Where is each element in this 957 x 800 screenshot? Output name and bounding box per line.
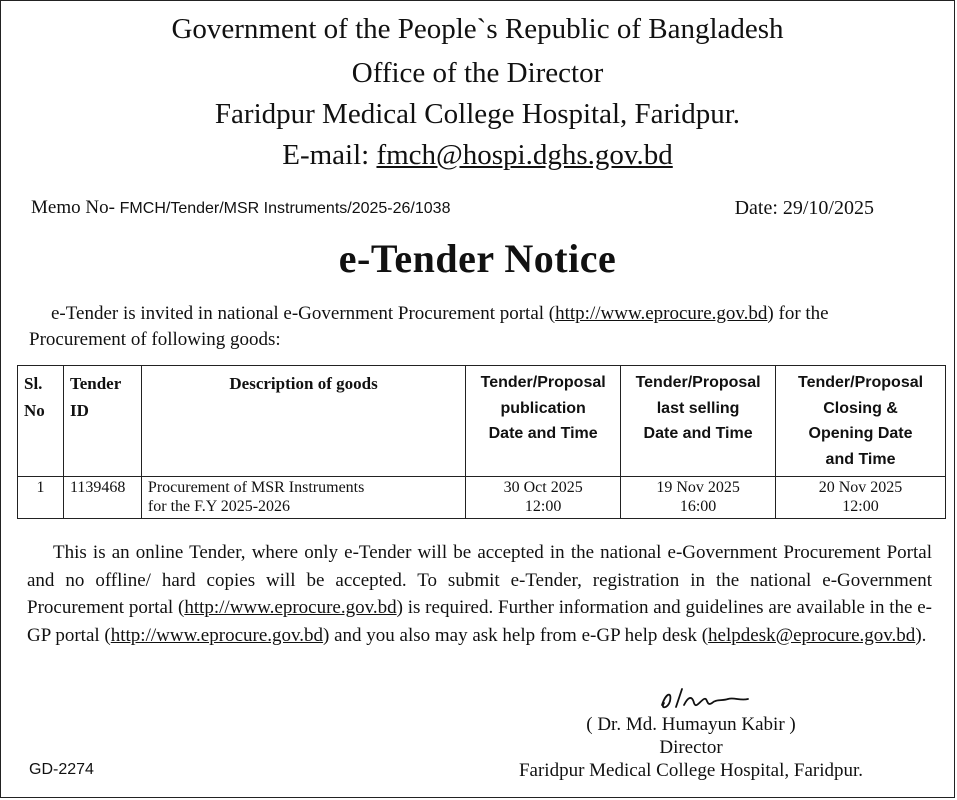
cell-tender-id: 1139468	[63, 477, 141, 519]
instructions-paragraph: This is an online Tender, where only e-Tender will be accepted in the national e-Government Procurement Portal and no offline/ hard copies will be accepted. To submit e-Tender, registration in the national e-Government Procurement portal (http://www.eprocure.gov.bd) is required. Further information and guidelines are available in the e-GP portal (http://www.eprocure.gov.bd) and you also may ask help from e-GP help desk (helpdesk@eprocure.gov.bd).	[27, 542, 932, 646]
signatory-office: Faridpur Medical College Hospital, Faridpur.	[518, 760, 864, 781]
notice-title: e-Tender Notice	[338, 236, 617, 281]
email-label: E-mail:	[282, 139, 377, 171]
cell-last-selling: 19 Nov 2025 16:00	[621, 477, 776, 519]
cell-publication: 30 Oct 2025 12:00	[466, 477, 621, 519]
notice-date: Date: 29/10/2025	[734, 197, 874, 219]
memo-number: FMCH/Tender/MSR Instruments/2025-26/1038	[119, 200, 451, 217]
col-header-publication: Tender/Proposal publication Date and Time	[466, 366, 621, 477]
col-header-description: Description of goods	[141, 366, 465, 477]
table-row	[18, 477, 946, 519]
government-name: Government of the People`s Republic of Bangladesh	[171, 13, 784, 45]
hospital-name: Faridpur Medical College Hospital, Faridpur.	[214, 98, 741, 130]
eprocure-link-2[interactable]: http://www.eprocure.gov.bd	[184, 597, 397, 618]
footer-code: GD-2274	[29, 761, 94, 778]
signatory-designation: Director	[659, 737, 723, 758]
intro-paragraph	[29, 301, 864, 352]
cell-sl: 1	[18, 477, 64, 519]
email-line	[1, 137, 954, 173]
cell-description: Procurement of MSR Instruments for the F.Y 2025-2026	[141, 477, 465, 519]
signatory-name: ( Dr. Md. Humayun Kabir )	[586, 714, 796, 735]
eprocure-link-3[interactable]: http://www.eprocure.gov.bd	[110, 624, 324, 646]
signature-block	[491, 713, 891, 782]
col-header-closing: Tender/Proposal Closing & Opening Date and Time	[776, 366, 946, 477]
intro-text-start: e-Tender is invited in national e-Government Procurement portal (	[51, 303, 556, 324]
handwritten-signature	[656, 679, 776, 715]
memo-number-line	[31, 197, 450, 219]
table-header-row	[18, 366, 946, 477]
col-header-sl: Sl. No	[18, 366, 64, 477]
tender-table	[17, 365, 946, 519]
email-link[interactable]: fmch@hospi.dghs.gov.bd	[376, 139, 673, 171]
helpdesk-email-link[interactable]: helpdesk@eprocure.gov.bd	[708, 624, 916, 646]
eprocure-link[interactable]: http://www.eprocure.gov.bd	[555, 303, 768, 324]
col-header-tender-id: Tender ID	[63, 366, 141, 477]
col-header-last-selling: Tender/Proposal last selling Date and Time	[621, 366, 776, 477]
memo-label: Memo No-	[31, 197, 120, 218]
intro-text-end: ) for the Procurement of following goods:	[29, 303, 829, 350]
office-name: Office of the Director	[351, 57, 604, 89]
cell-closing: 20 Nov 2025 12:00	[776, 477, 946, 519]
